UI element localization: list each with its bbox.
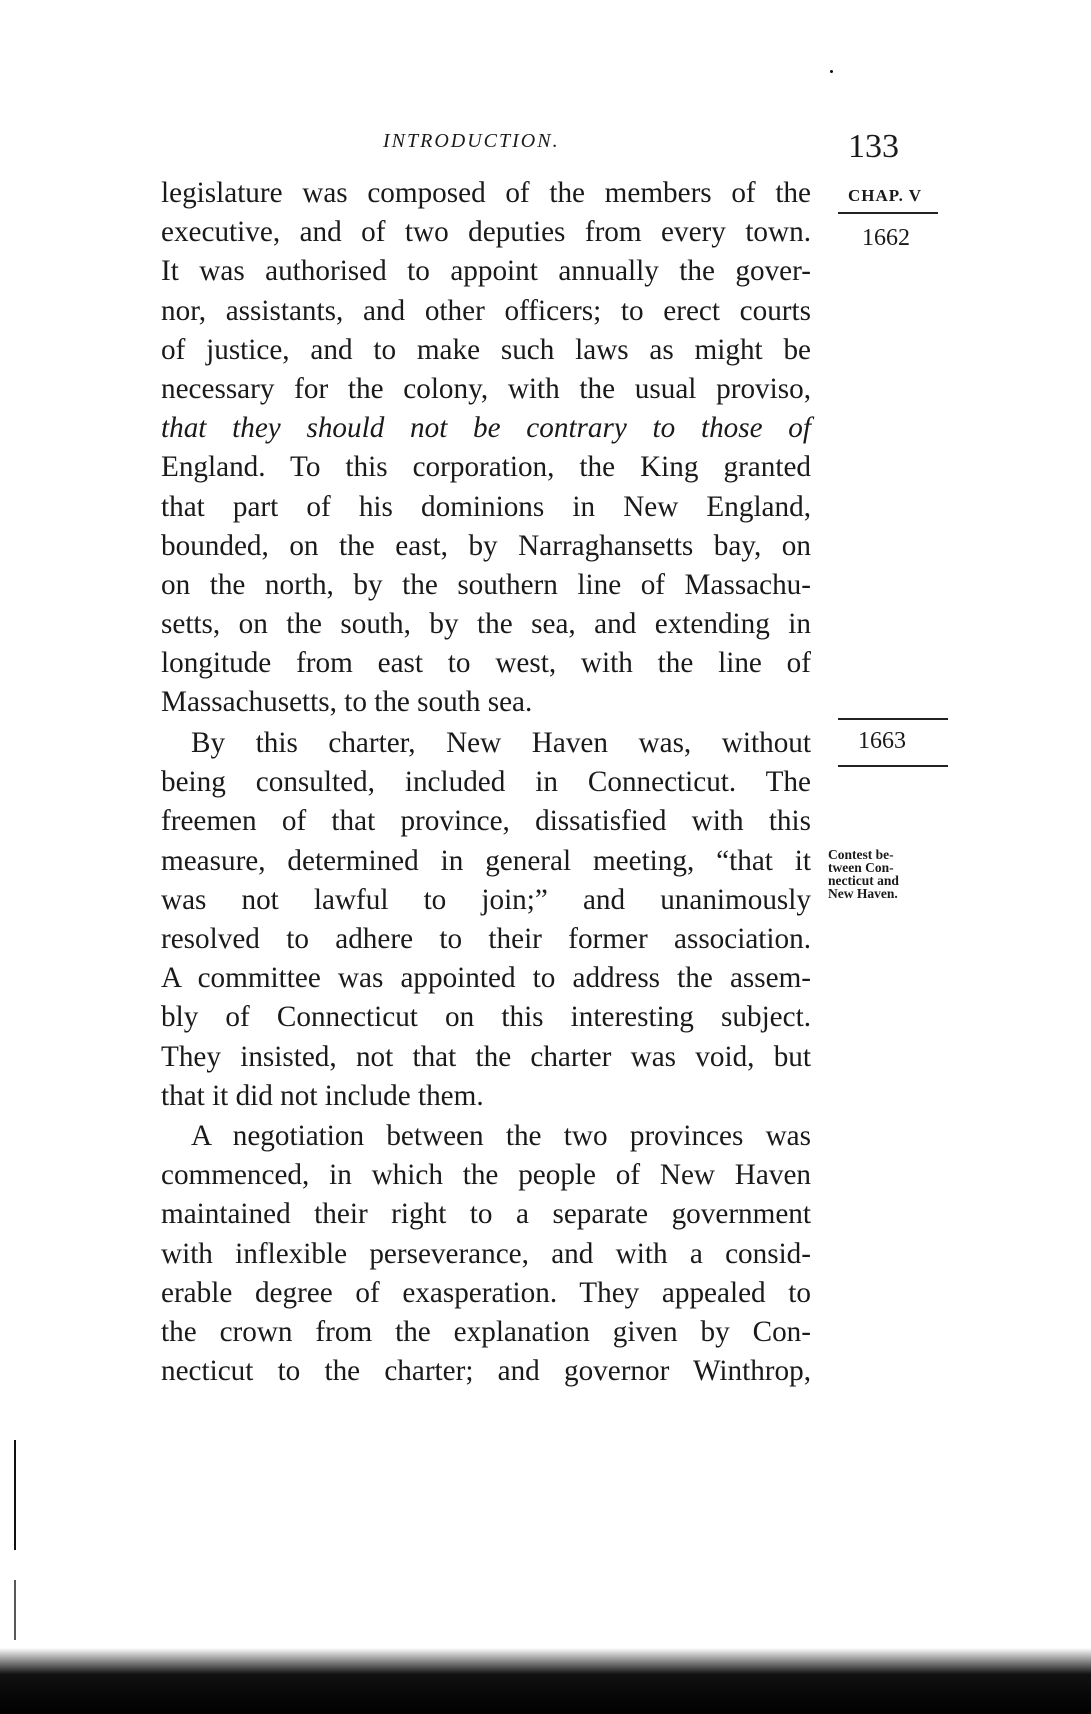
text-line: the crown from the explanation given by Con-: [161, 1315, 811, 1348]
margin-rule-1: [838, 212, 938, 214]
text-line: being consulted, included in Connecticut. The: [161, 766, 811, 799]
margin-note-contest: [828, 848, 948, 900]
text-line: freemen of that province, dissatisfied with this: [161, 805, 811, 838]
text-line: nor, assistants, and other officers; to erect courts: [161, 294, 811, 327]
text-line: on the north, by the southern line of Massachu-: [161, 568, 811, 601]
chapter-label: CHAP. V: [848, 186, 923, 205]
paragraph-1: [161, 174, 811, 723]
text-line: A committee was appointed to address the assem-: [161, 962, 811, 995]
margin-note-line: Contest be-: [828, 847, 894, 862]
text-line: Massachusetts, to the south sea.: [161, 686, 533, 719]
text-line: with inflexible perseverance, and with a consid-: [161, 1237, 811, 1270]
text-line: England. To this corporation, the King granted: [161, 451, 811, 484]
page-number: 133: [848, 128, 899, 165]
scan-speck: [830, 70, 833, 73]
text-line: measure, determined in general meeting, “that it: [161, 844, 811, 877]
text-line: They insisted, not that the charter was void, but: [161, 1040, 811, 1073]
text-line: It was authorised to appoint annually the gover-: [161, 255, 811, 288]
text-line: maintained their right to a separate government: [161, 1198, 811, 1231]
text-line: executive, and of two deputies from every town.: [161, 216, 811, 249]
margin-note-line: tween Con-: [828, 860, 894, 875]
text-line: setts, on the south, by the sea, and extending in: [161, 608, 811, 641]
running-head-title: INTRODUCTION.: [383, 130, 560, 152]
margin-year-1663: 1663: [858, 728, 906, 754]
text-line: By this charter, New Haven was, without: [191, 727, 811, 759]
paragraph-3: [161, 1117, 811, 1391]
text-line: that it did not include them.: [161, 1079, 484, 1112]
margin-rule-3: [838, 765, 948, 767]
text-line: erable degree of exasperation. They appealed to: [161, 1276, 811, 1309]
text-line: necessary for the colony, with the usual proviso,: [161, 372, 811, 405]
scan-edge-mark: [14, 1440, 16, 1550]
margin-note-line: New Haven.: [828, 886, 898, 901]
margin-rule-2: [838, 718, 948, 720]
text-line: legislature was composed of the members of the: [161, 177, 811, 209]
text-line: was not lawful to join;” and unanimously: [161, 883, 811, 916]
text-line: resolved to adhere to their former association.: [161, 922, 811, 955]
scan-edge-mark: [14, 1580, 16, 1640]
text-line: that they should not be contrary to those of: [161, 412, 811, 445]
margin-year-1662: 1662: [862, 225, 910, 251]
page-bottom-edge: [0, 1648, 1091, 1714]
text-line: commenced, in which the people of New Haven: [161, 1159, 811, 1192]
text-line: that part of his dominions in New England,: [161, 490, 811, 523]
paragraph-2: [161, 724, 811, 1116]
text-line: A negotiation between the two provinces was: [191, 1120, 811, 1152]
text-line: necticut to the charter; and governor Winthrop,: [161, 1355, 811, 1388]
text-line: of justice, and to make such laws as might be: [161, 333, 811, 366]
margin-note-line: necticut and: [828, 873, 899, 888]
text-line: longitude from east to west, with the line of: [161, 647, 811, 680]
text-line: bly of Connecticut on this interesting subject.: [161, 1001, 811, 1034]
text-line: bounded, on the east, by Narraghansetts bay, on: [161, 529, 811, 562]
